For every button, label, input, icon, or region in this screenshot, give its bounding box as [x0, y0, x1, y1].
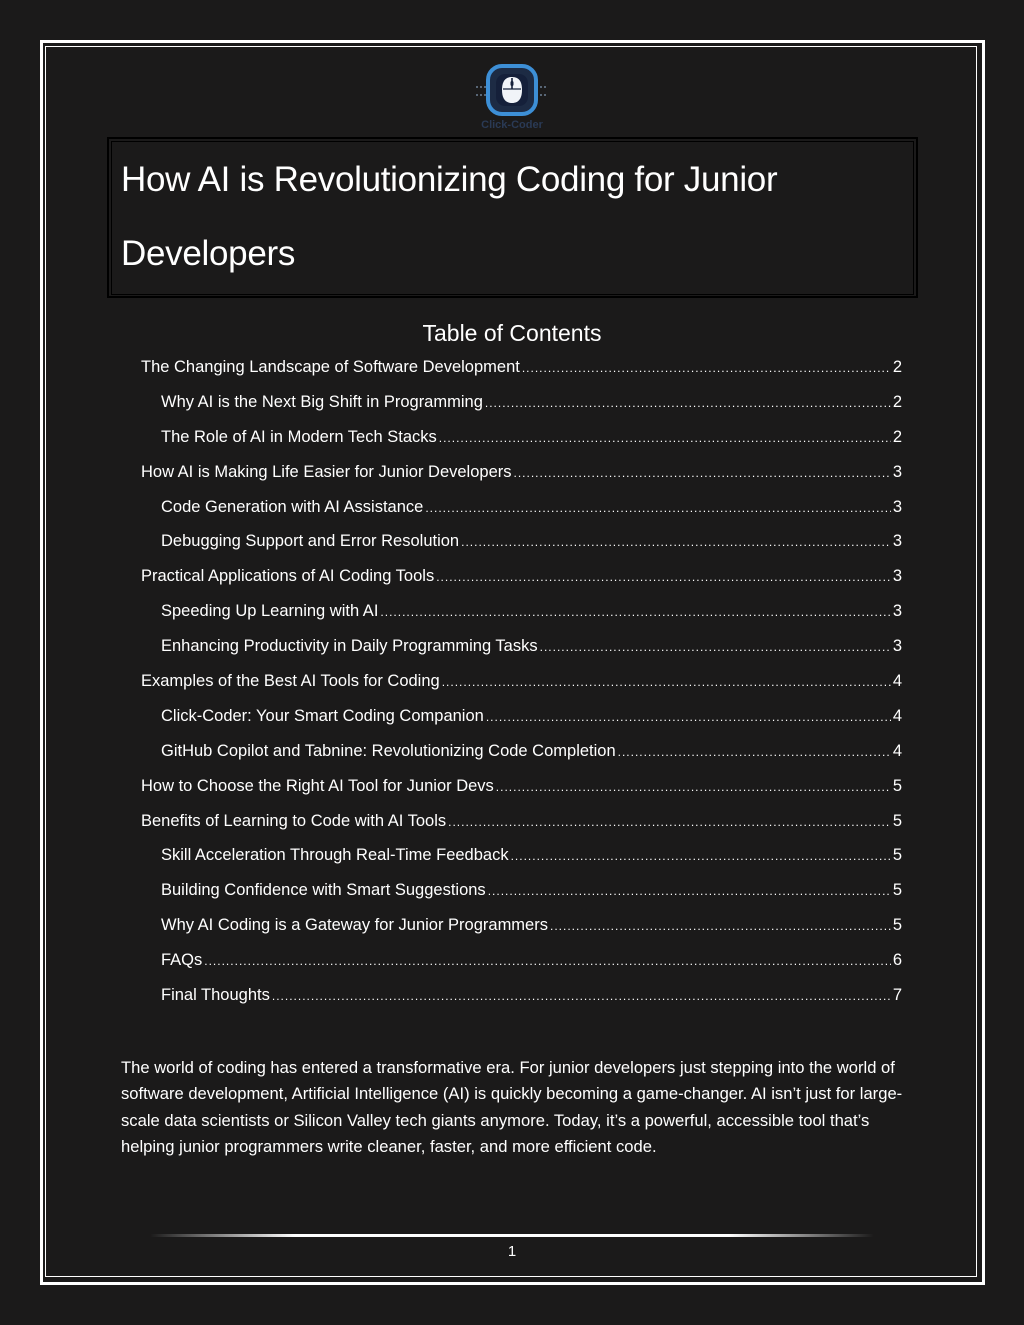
toc-entry[interactable] [0, 455, 1024, 490]
toc-dot-leader [488, 884, 891, 898]
toc-entry[interactable] [0, 734, 1024, 769]
toc-entry-title[interactable]: Examples of the Best AI Tools for Coding [141, 671, 440, 690]
toc-page-number: 3 [892, 637, 902, 656]
toc-dot-leader [618, 745, 891, 759]
toc-entry[interactable] [0, 420, 1024, 455]
toc-dot-leader [204, 954, 891, 968]
toc-entry-title[interactable]: How AI is Making Life Easier for Junior Developers [141, 462, 512, 481]
toc-entry-title[interactable]: Building Confidence with Smart Suggestions [161, 881, 486, 900]
toc-entry-title[interactable]: GitHub Copilot and Tabnine: Revolutionizing Code Completion [161, 741, 616, 760]
toc-entry[interactable] [0, 769, 1024, 804]
toc-dot-leader [522, 361, 891, 375]
toc-dot-leader [442, 675, 891, 689]
toc-entry[interactable] [0, 804, 1024, 839]
toc-page-number: 3 [892, 532, 902, 551]
toc-entry-title[interactable]: Enhancing Productivity in Daily Programming Tasks [161, 637, 538, 656]
toc-entry[interactable] [0, 350, 1024, 385]
toc-entry-title[interactable]: Speeding Up Learning with AI [161, 602, 379, 621]
toc-dot-leader [425, 501, 890, 515]
toc-entry[interactable] [0, 559, 1024, 594]
toc-entry-title[interactable]: The Changing Landscape of Software Development [141, 357, 520, 376]
toc-dot-leader [486, 710, 891, 724]
toc-entry[interactable] [0, 385, 1024, 420]
toc-page-number: 3 [892, 567, 902, 586]
toc-entry-title[interactable]: Why AI is the Next Big Shift in Programming [161, 392, 483, 411]
toc-entry-title[interactable]: How to Choose the Right AI Tool for Junior Devs [141, 776, 494, 795]
toc-dot-leader [436, 570, 891, 584]
toc-dot-leader [511, 849, 891, 863]
toc-dot-leader [485, 396, 891, 410]
toc-dot-leader [496, 780, 891, 794]
toc-entry[interactable] [0, 629, 1024, 664]
page-number: 1 [507, 1243, 517, 1260]
toc-dot-leader [540, 640, 891, 654]
toc-entry-title[interactable]: Practical Applications of AI Coding Tools [141, 567, 435, 586]
toc-entry[interactable] [0, 699, 1024, 734]
toc-entry-title[interactable]: The Role of AI in Modern Tech Stacks [161, 427, 437, 446]
document-title: How AI is Revolutionizing Coding for Junior Developers [121, 160, 778, 273]
toc-dot-leader [550, 919, 891, 933]
toc-entry[interactable] [0, 524, 1024, 559]
intro-paragraph: The world of coding has entered a transformative era. For junior developers just stepping into the world of software development, Artificial Intelligence (AI) is quickly becoming a game-changer. AI isn’t just for large-scale data scientists or Silicon Valley tech giants anymore. Today, it’s a powerful, accessible tool that’s helping junior programmers write cleaner, faster, and more efficient code. [121, 1058, 903, 1156]
toc-entry-title[interactable]: Debugging Support and Error Resolution [161, 532, 460, 551]
toc-dot-leader [448, 815, 891, 829]
toc-page-number: 2 [892, 392, 902, 411]
toc-heading: Table of Contents [422, 320, 602, 346]
toc-page-number: 3 [892, 462, 902, 481]
logo-caption: Click-Coder [481, 119, 543, 131]
toc-entry[interactable] [0, 978, 1024, 1013]
toc-entry[interactable] [0, 908, 1024, 943]
toc-page-number: 5 [892, 881, 902, 900]
toc-page-number: 5 [892, 916, 902, 935]
toc-entry[interactable] [0, 873, 1024, 908]
toc-page-number: 4 [892, 671, 902, 690]
toc-dot-leader [380, 605, 890, 619]
toc-page-number: 4 [892, 706, 902, 725]
toc-page-number: 7 [892, 985, 902, 1004]
toc-page-number: 3 [892, 497, 902, 516]
toc-dot-leader [439, 431, 891, 445]
toc-page-number: 5 [892, 776, 902, 795]
toc-page-number: 3 [892, 602, 902, 621]
toc-entry-title[interactable]: Final Thoughts [161, 985, 270, 1004]
toc-entry[interactable] [0, 664, 1024, 699]
toc-dot-leader [272, 989, 891, 1003]
toc-entry[interactable] [0, 838, 1024, 873]
toc-entry-title[interactable]: Code Generation with AI Assistance [161, 497, 424, 516]
toc-entry-title[interactable]: Why AI Coding is a Gateway for Junior Programmers [161, 916, 548, 935]
toc-entry[interactable] [0, 490, 1024, 525]
toc-page-number: 2 [892, 427, 902, 446]
toc-entry-title[interactable]: Benefits of Learning to Code with AI Tools [141, 811, 447, 830]
toc-entry-title[interactable]: Skill Acceleration Through Real-Time Feedback [161, 846, 509, 865]
toc-entry[interactable] [0, 594, 1024, 629]
toc-page-number: 5 [892, 846, 902, 865]
toc-dot-leader [514, 466, 891, 480]
toc-page-number: 5 [892, 811, 902, 830]
toc-entry[interactable] [0, 943, 1024, 978]
table-of-contents [0, 350, 1024, 1013]
toc-entry-title[interactable]: Click-Coder: Your Smart Coding Companion [161, 706, 484, 725]
toc-dot-leader [461, 535, 891, 549]
toc-page-number: 6 [892, 951, 902, 970]
footer-divider [150, 1234, 874, 1237]
toc-entry-title[interactable]: FAQs [161, 951, 203, 970]
toc-page-number: 4 [892, 741, 902, 760]
toc-page-number: 2 [892, 357, 902, 376]
